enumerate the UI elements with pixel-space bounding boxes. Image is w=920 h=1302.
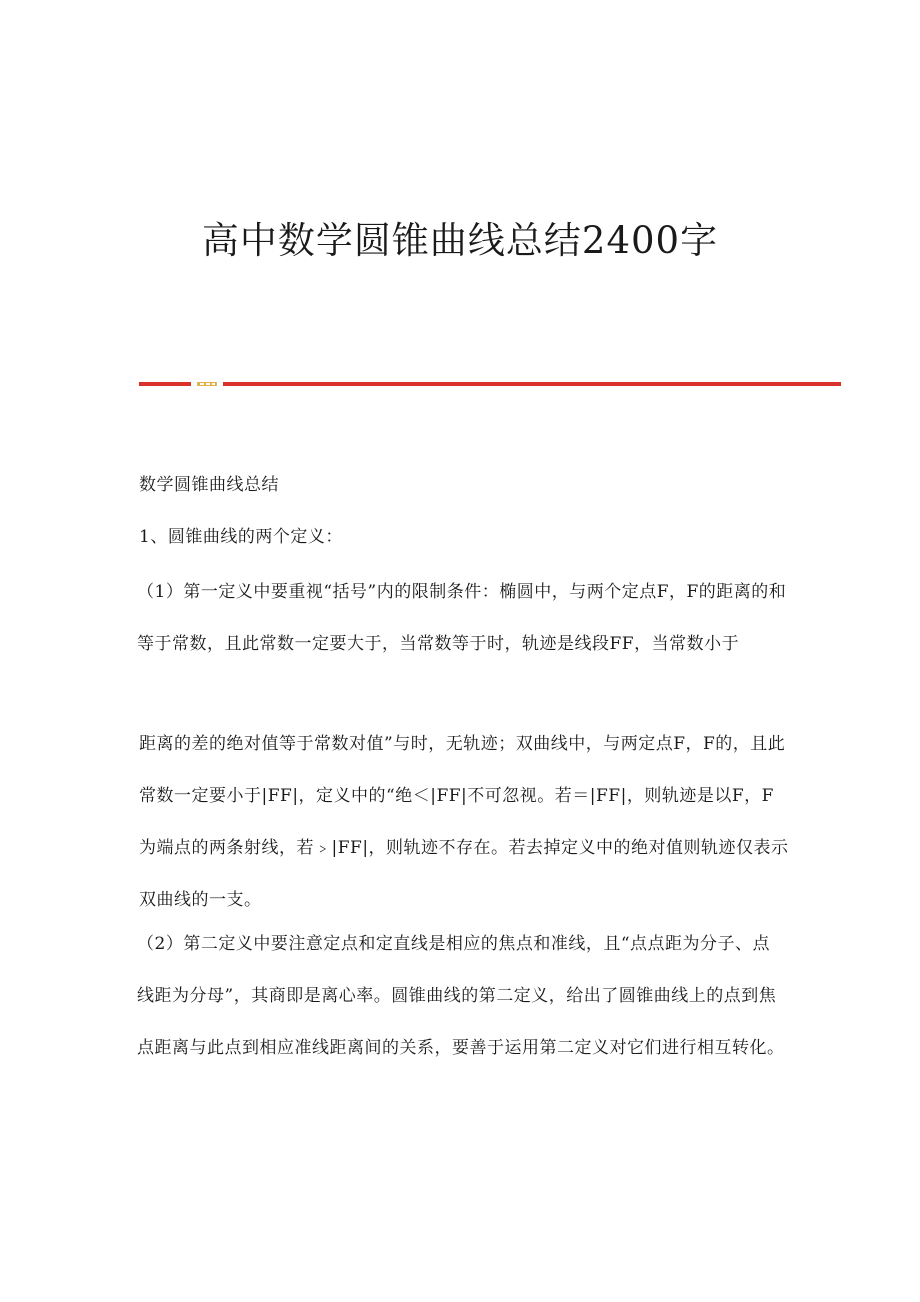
paragraph-first-definition: （1）第一定义中要重视“括号”内的限制条件：椭圆中，与两个定点F，F的距离的和等于常数，且此常数一定要大于，当常数等于时，轨迹是线段FF，当常数小于: [137, 582, 787, 654]
section1-heading: 1、圆锥曲线的两个定义：: [139, 527, 343, 547]
divider-bar-right: [223, 382, 841, 386]
divider-ornament-icon: [197, 381, 217, 387]
paragraph-second-definition: （2）第二定义中要注意定点和定直线是相应的焦点和准线，且“点点距为分子、点线距为分母”，其商即是离心率。圆锥曲线的第二定义，给出了圆锥曲线上的点到焦点距离与此点到相应准线距离间的关系，要善于运用第二定义对它们进行相互转化。: [137, 934, 785, 1058]
section-heading: 数学圆锥曲线总结: [139, 475, 279, 495]
divider-bar-left: [139, 382, 191, 386]
document-title: 高中数学圆锥曲线总结2400字: [201, 219, 719, 262]
paragraph-hyperbola-definition: 距离的差的绝对值等于常数对值”与时，无轨迹；双曲线中，与两定点F，F的，且此常数一定要小于|FF|，定义中的“绝＜|FF|不可忽视。若＝|FF|，则轨迹是以F，F为端点的两条射线，若﹥|FF|，则轨迹不存在。若去掉定义中的绝对值则轨迹仅表示双曲线的一支。: [139, 734, 789, 910]
title-divider: [139, 380, 841, 388]
